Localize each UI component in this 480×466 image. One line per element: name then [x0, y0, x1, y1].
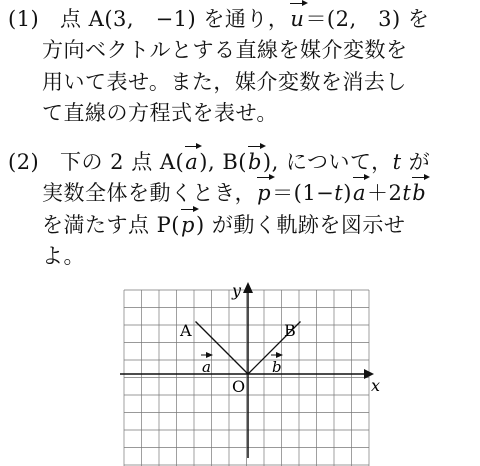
vector-b: b — [247, 147, 263, 177]
vector-a-label: a — [202, 358, 211, 376]
point-a-label: A — [180, 321, 192, 340]
vector-p: p — [180, 210, 196, 240]
problem1-line2: 方向ベクトルとする直線を媒介変数を — [42, 38, 408, 62]
vector-a: a — [352, 178, 367, 208]
problem1-text-1: 点 A(3, −1) を通り，u＝(2, 3) を — [60, 4, 429, 34]
vector-u: u — [289, 4, 305, 34]
problem2-line2: 実数全体を動くとき，p＝(1−t)a＋2tb — [42, 178, 427, 208]
problem1-line3: 用いて表せ。また，媒介変数を消去し — [42, 70, 407, 94]
vector-p: p — [256, 178, 272, 208]
problem2-number: (2) — [8, 150, 40, 174]
point-b-label: B — [284, 321, 296, 340]
vector-b-label: b — [272, 358, 282, 376]
origin-label: O — [232, 377, 246, 396]
y-axis-label: y — [232, 281, 242, 300]
grid — [124, 290, 369, 466]
x-axis-label: x — [371, 376, 381, 395]
problem2-line4: よ。 — [42, 244, 85, 268]
problem1-line4: て直線の方程式を表せ。 — [42, 101, 278, 125]
problem1-number: (1) — [8, 7, 40, 31]
problem2-line3: を満たす点 P(p) が動く軌跡を図示せ — [42, 210, 405, 240]
vector-b: b — [411, 178, 427, 208]
problem2-text-1: 下の 2 点 A(a), B(b), について，t が — [60, 147, 430, 177]
y-axis-arrow-icon — [243, 282, 253, 293]
vector-a: a — [184, 147, 199, 177]
